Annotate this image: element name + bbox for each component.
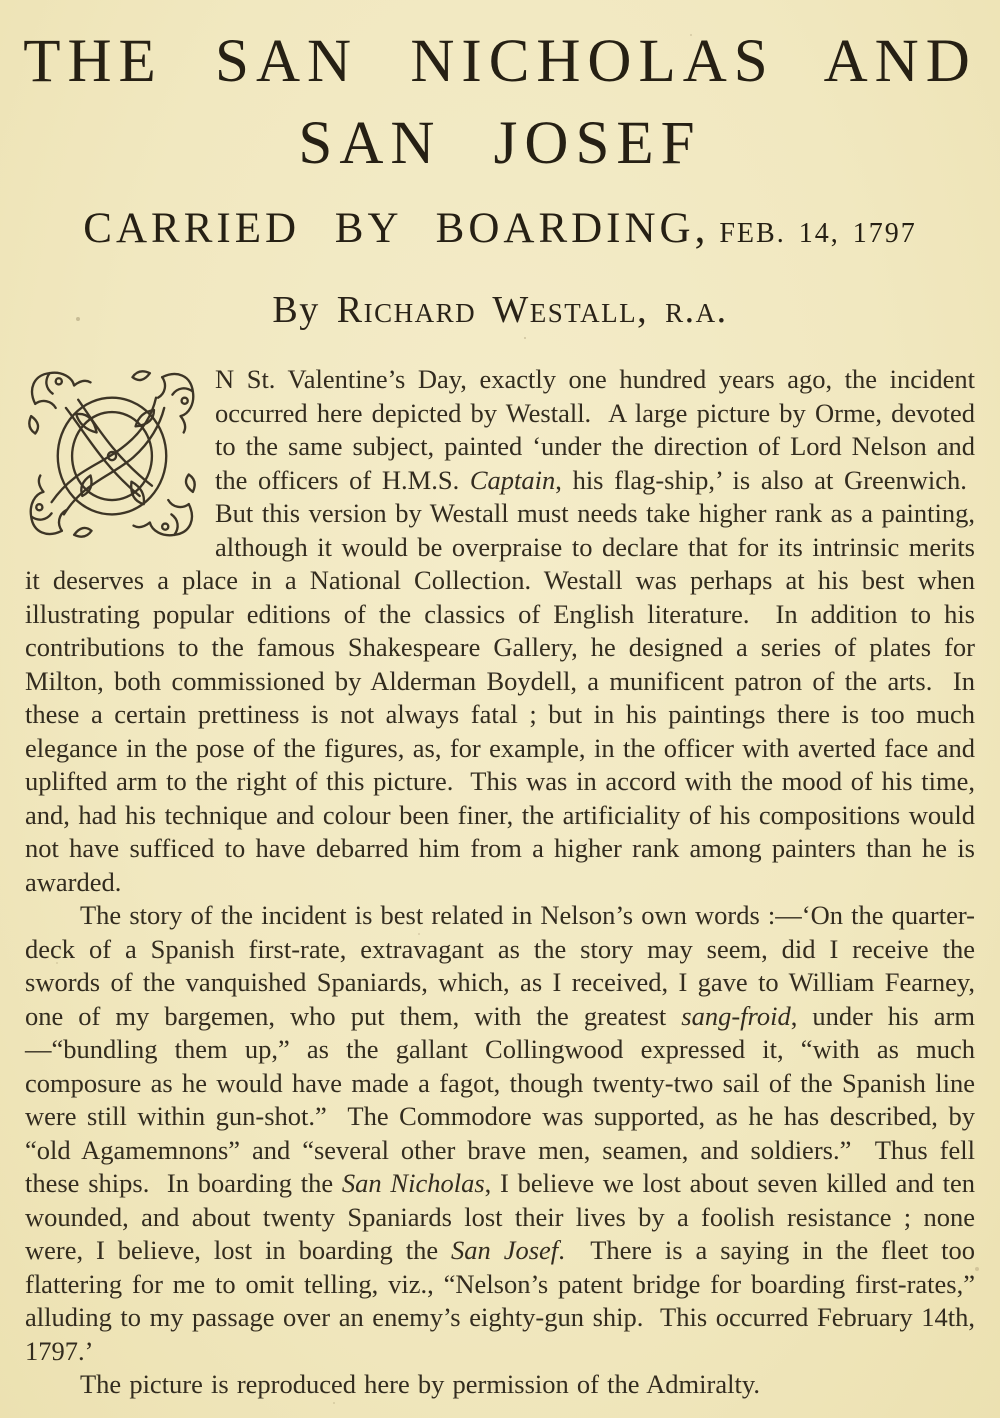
article-title <box>0 26 1000 180</box>
article-header <box>0 0 1000 331</box>
paragraph-1-text: N St. Valentine’s Day, exactly one hundred years ago, the incident occurred here depicted by Westall. A large picture by Orme, devoted to the same subject, painted ‘under the direction of Lord Nelson and the officers of H.M.S. Captain, his flag-ship,’ is also at Greenwich. But this version by Westall must needs take higher rank as a painting, although it would be overpraise to declare that for its intrinsic merits it deserves a place in a National Collection. Westall was perhaps at his best when illustrating popular editions of the classics of English literature. In addition to his contributions to the famous Shakespeare Gallery, he designed a series of plates for Milton, both commissioned by Alderman Boydell, a munificent patron of the arts. In these a certain prettiness is not always fatal ; but in his paintings there is too much elegance in the pose of the figures, as, for example, in the officer with averted face and uplifted arm to the right of this picture. This was in accord with the mood of his time, and, had his technique and colour been finer, the artificiality of his compositions would not have sufficed to have debarred him from a higher rank among painters than he is awarded. <box>25 364 975 897</box>
article-body <box>25 363 975 1402</box>
paragraph-3-text: The picture is reproduced here by permission of the Admiralty. <box>80 1369 760 1399</box>
title-line-2: SAN JOSEF <box>298 110 702 177</box>
byline-author: Richard Westall, r.a. <box>336 289 728 331</box>
paragraph-2 <box>25 899 975 1368</box>
article-subtitle <box>0 206 1000 257</box>
paragraph-1 <box>25 363 975 899</box>
byline <box>0 289 1000 331</box>
byline-by: By <box>272 289 320 331</box>
ornamental-initial-o-icon <box>25 367 201 563</box>
title-line-1: THE SAN NICHOLAS AND <box>23 28 977 95</box>
subtitle-date: FEB. 14, 1797 <box>719 218 917 249</box>
paragraph-3 <box>25 1368 975 1402</box>
subtitle-main: CARRIED BY BOARDING, <box>83 205 710 252</box>
paragraph-2-text: The story of the incident is best related in Nelson’s own words :—‘On the quarter-deck of a Spanish first-rate, extravagant as the story may seem, did I receive the swords of the vanquished Spaniards, which, as I received, I gave to William Fearney, one of my bargemen, who put them, with the greatest sang-froid, under his arm—“bundling them up,” as the gallant Collingwood expressed it, “with as much composure as he would have made a fagot, though twenty-two sail of the Spanish line were still within gun-shot.” The Commodore was supported, as he has described, by “old Agamemnons” and “several other brave men, seamen, and soldiers.” Thus fell these ships. In boarding the San Nicholas, I believe we lost about seven killed and ten wounded, and about twenty Spaniards lost their lives by a foolish resistance ; none were, I believe, lost in boarding the San Josef. There is a saying in the fleet too flattering for me to omit telling, viz., “Nelson’s patent bridge for boarding first-rates,” alluding to my passage over an enemy’s eighty-gun ship. This occurred February 14th, 1797.’ <box>25 900 976 1366</box>
